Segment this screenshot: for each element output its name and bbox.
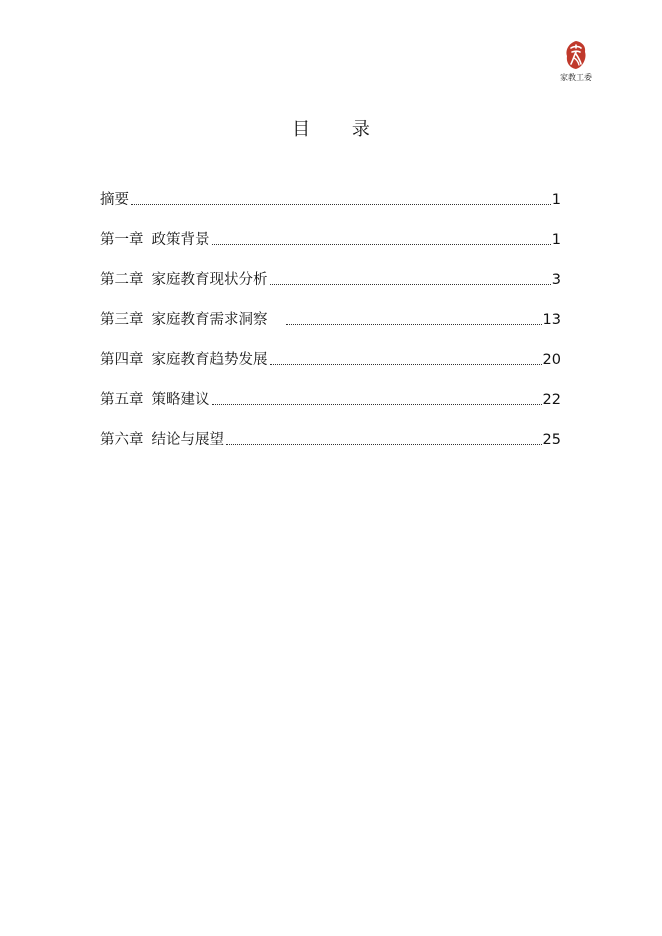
toc-chapter-number: 第三章 [100,312,144,328]
family-education-seal-icon [564,40,588,70]
toc-entry-chapter-4[interactable] [100,332,561,372]
toc-chapter-number: 第六章 [100,432,144,448]
page-title: 目 录 [292,119,388,140]
toc-chapter-number: 第二章 [100,272,144,288]
dot-leader [270,284,551,285]
toc-page-number: 1 [551,192,561,208]
toc-entry-chapter-3[interactable] [100,292,561,332]
dot-leader [131,204,551,205]
logo-text: 家教工委 [560,73,592,82]
toc-page-number: 22 [542,392,561,408]
toc-page-number: 1 [551,232,561,248]
dot-leader [270,364,542,365]
table-of-contents [100,172,561,452]
toc-entry-chapter-1[interactable] [100,212,561,252]
toc-chapter-number: 第五章 [100,392,144,408]
toc-page-number: 3 [551,272,561,288]
toc-entry-abstract[interactable] [100,172,561,212]
toc-entry-title: 摘要 [100,192,129,208]
toc-page-number: 25 [542,432,561,448]
toc-entry-title: 策略建议 [151,392,210,408]
toc-page-number: 20 [542,352,561,368]
toc-entry-chapter-6[interactable] [100,412,561,452]
toc-page-number: 13 [542,312,561,328]
dot-leader [212,244,551,245]
toc-entry-title: 结论与展望 [151,432,224,448]
header-logo [553,40,599,83]
toc-entry-title: 家庭教育现状分析 [151,272,268,288]
dot-leader [212,404,542,405]
toc-entry-chapter-2[interactable] [100,252,561,292]
dot-leader [226,444,542,445]
toc-chapter-number: 第一章 [100,232,144,248]
toc-entry-title: 家庭教育趋势发展 [151,352,268,368]
toc-entry-chapter-5[interactable] [100,372,561,412]
dot-leader [286,324,542,325]
toc-chapter-number: 第四章 [100,352,144,368]
toc-entry-title: 家庭教育需求洞察 [151,312,268,328]
toc-entry-title: 政策背景 [151,232,210,248]
